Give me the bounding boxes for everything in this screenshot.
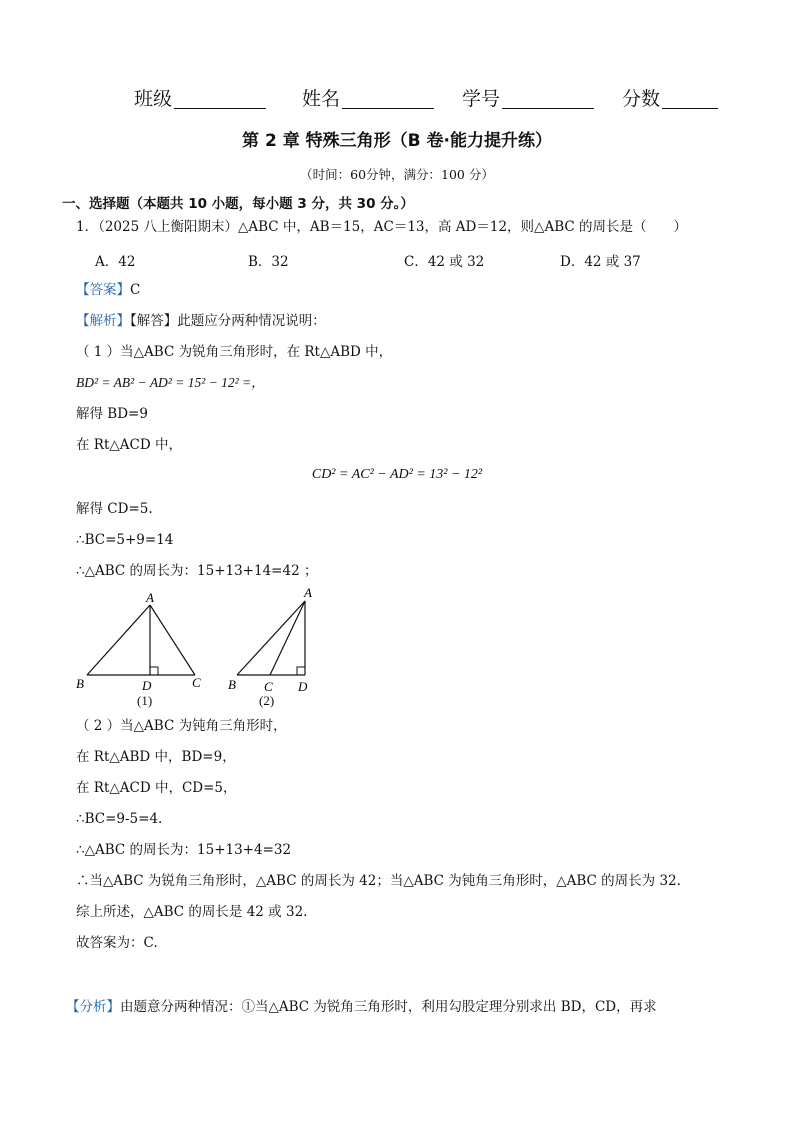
case2-abd: 在 Rt△ABD 中，BD=9，	[76, 749, 236, 765]
answer-tag: 【答案】	[76, 282, 130, 298]
analysis2-tag: 【分析】	[66, 999, 120, 1015]
student-info-header	[0, 84, 794, 114]
analysis-tag: 【解析】	[76, 313, 130, 329]
analysis-line	[76, 312, 326, 330]
analysis-section-line	[66, 998, 657, 1016]
fig2-label-a: A	[304, 585, 312, 600]
option-a: A．42	[95, 254, 136, 270]
figure-1-acute-triangle	[76, 590, 201, 693]
student-id-label: 学号	[462, 88, 501, 110]
conclusion-both-cases: ∴当△ABC 为锐角三角形时，△ABC 的周长为 42；当△ABC 为钝角三角形时，△ABC 的周长为 32.	[76, 873, 681, 889]
answer-value: C	[130, 282, 141, 298]
bc-difference: ∴BC=9-5=4.	[76, 811, 163, 827]
score-label: 分数	[622, 88, 661, 110]
fig2-label-d: D	[298, 679, 308, 694]
exam-time-info: （时间：60分钟，满分：100 分）	[300, 167, 494, 182]
final-answer: 故答案为：C.	[76, 935, 158, 951]
equation-bd: BD² = AB² − AD² = 15² − 12² =，	[76, 375, 265, 390]
in-rt-acd: 在 Rt△ACD 中，	[76, 437, 182, 453]
figure-2-obtuse-triangle	[228, 585, 312, 694]
summary-line: 综上所述，△ABC 的周长是 42 或 32.	[76, 904, 308, 920]
equation-cd: CD² = AC² − AD² = 13² − 12²	[311, 467, 483, 482]
analysis-intro: 【解答】此题应分两种情况说明：	[130, 313, 326, 329]
question-stem: 1．（2025 八上衡阳期末）△ABC 中，AB＝15，AC＝13，高 AD＝12，则△ABC 的周长是（ ）	[76, 219, 687, 235]
fig2-label-c: C	[264, 679, 273, 694]
class-label: 班级	[134, 88, 173, 110]
option-c: C．42 或 32	[404, 254, 485, 270]
option-b: B．32	[248, 254, 289, 270]
student-id-blank[interactable]	[502, 108, 594, 109]
analysis2-text: 由题意分两种情况：①当△ABC 为锐角三角形时，利用勾股定理分别求出 BD，CD，再求	[120, 999, 657, 1015]
fig1-label-b: B	[76, 676, 84, 691]
bc-sum: ∴BC=5+9=14	[76, 532, 174, 548]
solve-cd: 解得 CD=5.	[76, 501, 153, 517]
fig1-label-c: C	[192, 675, 201, 690]
answer-line	[76, 281, 140, 299]
score-blank[interactable]	[662, 108, 718, 109]
perimeter-case1: ∴△ABC 的周长为：15+13+14=42 ；	[76, 563, 318, 579]
name-blank[interactable]	[342, 108, 434, 109]
fig1-label-a: A	[146, 590, 154, 605]
fig1-label-d: D	[142, 678, 152, 693]
perimeter-case2: ∴△ABC 的周长为：15+13+4=32	[76, 842, 292, 858]
page-title: 第 2 章 特殊三角形（B 卷·能力提升练）	[242, 131, 552, 151]
figure-2-caption: (2)	[259, 693, 275, 708]
solve-bd: 解得 BD=9	[76, 406, 148, 422]
class-blank[interactable]	[174, 108, 266, 109]
case1-text: （ 1 ）当△ABC 为锐角三角形时，在 Rt△ABD 中，	[76, 344, 393, 360]
triangle-figures	[70, 585, 330, 700]
section-heading: 一、选择题（本题共 10 小题，每小题 3 分，共 30 分。）	[62, 196, 414, 212]
fig2-label-b: B	[228, 677, 236, 692]
case2-text: （ 2 ）当△ABC 为钝角三角形时，	[76, 718, 287, 734]
figure-1-caption: (1)	[137, 693, 153, 708]
option-d: D．42 或 37	[560, 254, 641, 270]
name-label: 姓名	[302, 88, 341, 110]
case2-acd: 在 Rt△ACD 中，CD=5，	[76, 780, 237, 796]
